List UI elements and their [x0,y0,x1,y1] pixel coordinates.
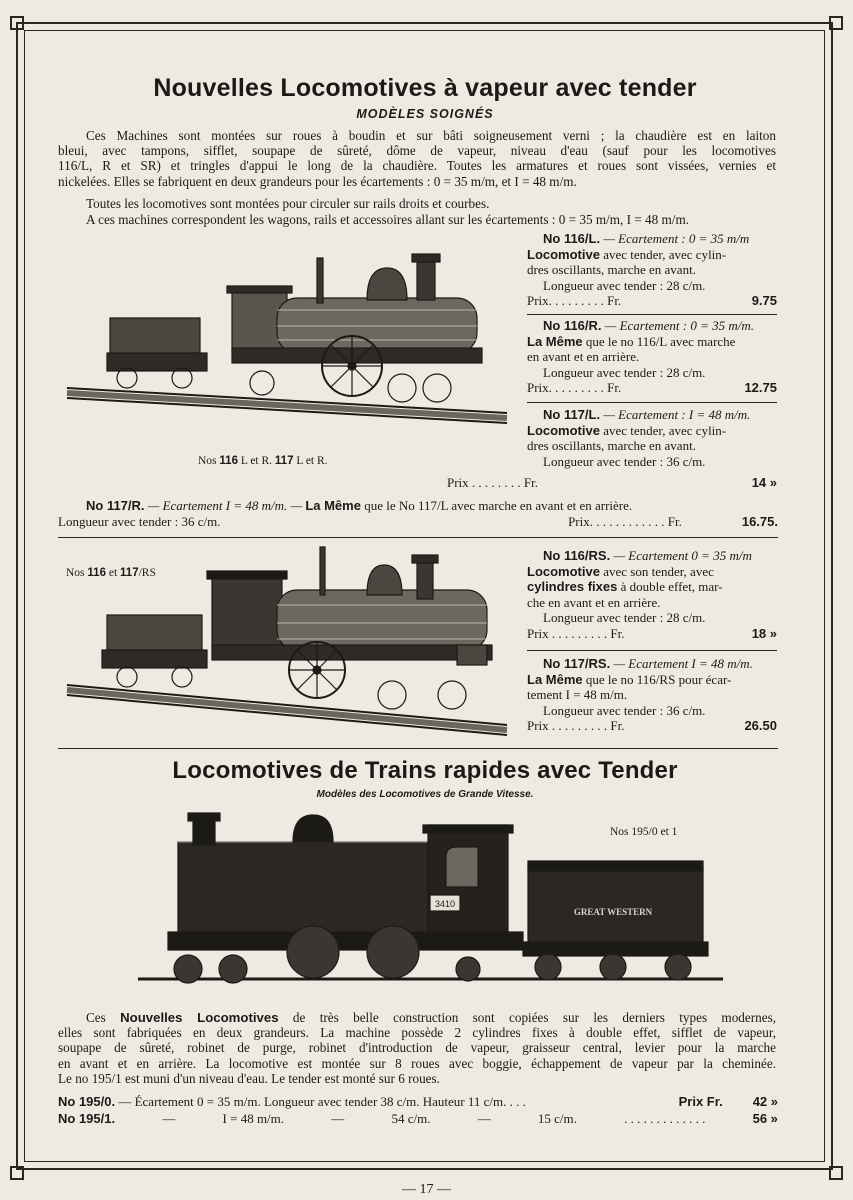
price-label: Prix. . . . . . . . . . . . Fr. [568,513,682,529]
divider [527,402,777,403]
caption-part: L et R. [240,455,273,467]
section1-intro [58,128,776,189]
caption-part: Nos [198,455,217,467]
entry-116-L [527,231,777,309]
image-caption-116-117 [198,455,328,467]
price-value: 26.50 [744,718,777,733]
entry-117-L-price [447,475,777,491]
spec-cell: — [477,1111,491,1126]
intro-line: nickelées. Elles se fabriquent en deux grandeurs pour les écartements : 0 = 35 m/m, et I = 48 m/m. [58,173,577,189]
section1-title: Nouvelles Locomotives à vapeur avec tender [153,74,697,102]
item-gauge: — Ecartement I = 48 m/m. — [147,498,303,513]
item-desc: dres oscillants, marche en avant. [527,262,696,277]
body-text: de très belle construction sont copiées sur les derniers types modernes, [278,1010,776,1025]
item-gauge: — Ecartement : I = 48 m/m. [603,407,751,422]
item-code: No 116/L. [543,231,601,246]
price-label: Prix . . . . . . . . . Fr. [527,718,625,733]
spec-cell: 15 c/m. [537,1111,577,1126]
entry-195-1 [58,1111,778,1127]
section1-note1 [86,196,776,211]
body-text-bold: Nouvelles Locomotives [120,1010,279,1025]
engine-number: 3410 [434,899,456,909]
image-caption-195: Nos 195/0 et 1 [610,826,678,838]
body-text: Le no 195/1 est muni d'un niveau d'eau. Le tender est monté sur 6 roues. [58,1070,440,1086]
item-code: No 195/0. [58,1094,116,1109]
entry-117-R [58,498,778,529]
spec-cell: 54 c/m. [391,1111,431,1126]
item-desc: avec tender, avec cylin- [603,422,727,438]
price-value: 16.75. [741,513,778,529]
body-text: Ces [86,1010,121,1025]
intro-line: bleui, avec tampons, sifflet, soupape de sûreté, dôme de vapeur, niveau d'eau (sauf pour les locomotives [58,143,776,159]
divider [527,314,777,315]
entry-117-RS [527,656,777,734]
price-label: Prix Fr. [678,1094,723,1109]
price-value: 42 » [752,1094,778,1109]
locomotive-116-engraving [62,238,517,428]
frame-corner [829,16,843,30]
item-desc: que le no 116/L avec marche [585,333,736,349]
dot-leader: . . . . . . . . . . . . . [624,1111,706,1126]
entry-195-0 [58,1094,778,1110]
item-length: Longueur avec tender : 28 c/m. [543,364,706,380]
price-value: 18 » [751,625,777,641]
item-gauge: — Ecartement I = 48 m/m. [613,656,753,671]
intro-line: 116/L, R et SR) et tringles d'appui le long de la chaudière. Toutes les armatures et roues sont vissées, vernies et [58,158,776,174]
entry-117-L [527,407,777,469]
note-text: Toutes les locomotives sont montées pour circuler sur rails droits et courbes. [86,196,490,211]
body-text: en avant et en arrière. La locomotive est montée sur 8 roues avec boggie, échappement de vapeur par la cheminée. [58,1055,776,1071]
caption-part: 117 [120,567,139,579]
item-desc-bold: cylindres fixes [527,579,618,594]
price-label: Prix. . . . . . . . . Fr. [527,293,622,308]
item-gauge: — Ecartement : 0 = 35 m/m. [604,318,755,333]
item-code: No 117/L. [543,407,601,422]
locomotive-116rs-engraving [62,545,517,740]
item-gauge: — Ecartement 0 = 35 m/m [613,548,752,563]
caption-part: /RS [138,567,156,579]
caption-part: et [108,567,118,579]
section-divider [58,748,778,749]
divider [58,537,778,538]
price-value: 9.75 [751,293,777,308]
caption-part: Nos [66,567,85,579]
item-code: No 117/R. [86,498,145,513]
note-text: A ces machines correspondent les wagons, rails et accessoires allant sur les écartements : 0 = 35 m/m, I = 48 m/m. [86,212,690,227]
item-desc: que le no 116/RS pour écar- [585,671,732,687]
price-value: 14 » [751,475,777,490]
caption-part: L et R. [296,455,328,467]
spec-cell: — [162,1111,176,1126]
item-desc: à double effet, mar- [620,579,723,594]
item-desc-bold: La Même [527,671,583,687]
page-number: — 17 — [402,1182,451,1197]
item-spec: — Écartement 0 = 35 m/m. Longueur avec tender 38 c/m. Hauteur 11 c/m. . . . [118,1094,526,1109]
item-code: No 117/RS. [543,656,611,671]
item-code: No 195/1. [58,1111,116,1126]
item-desc: dres oscillants, marche en avant. [527,438,696,453]
price-label: Prix . . . . . . . . . Fr. [527,625,625,641]
entry-116-R [527,318,777,396]
item-desc-bold: La Même [305,498,361,513]
section2-subtitle: Modèles des Locomotives de Grande Vitesse. [316,789,534,800]
item-desc-bold: La Même [527,333,583,349]
frame-corner [829,1166,843,1180]
item-length: Longueur avec tender : 28 c/m. [543,610,706,625]
price-label: Prix . . . . . . . . Fr. [447,475,539,490]
price-value: 56 » [752,1111,778,1126]
item-desc: tement I = 48 m/m. [527,687,628,702]
item-desc: che en avant et en arrière. [527,594,661,610]
section2-body [58,1010,776,1086]
intro-line: Ces Machines sont montées sur roues à boudin et sur bâti soigneusement verni ; la chaudière est en laiton [86,128,776,143]
item-length: Longueur avec tender : 36 c/m. [543,702,706,718]
item-code: No 116/R. [543,318,602,333]
item-length: Longueur avec tender : 36 c/m. [58,513,221,529]
spec-cell: — [331,1111,345,1126]
item-length: Longueur avec tender : 36 c/m. [543,453,706,469]
frame-corner [10,1166,24,1180]
item-desc: avec son tender, avec [603,563,714,579]
item-desc-bold: Locomotive [527,563,600,579]
item-code: No 116/RS. [543,548,611,563]
price-value: 12.75 [744,380,777,395]
spec-cell: I = 48 m/m. [222,1111,285,1126]
caption-part: 117 [274,455,294,467]
section2-title: Locomotives de Trains rapides avec Tender [172,757,678,784]
section1-subtitle: MODÈLES SOIGNÉS [356,107,494,121]
frame-corner [10,16,24,30]
section1-note2 [86,212,776,227]
item-desc: que le No 117/L avec marche en avant et en arrière. [364,498,633,513]
divider [527,650,777,651]
locomotive-195-engraving [128,807,728,1002]
item-desc: en avant et en arrière. [527,349,640,364]
body-text: elles sont fabriquées en deux grandeurs. La machine possède 2 cylindres fixes à double effet, sifflet de vapeur, [58,1025,776,1041]
item-desc-bold: Locomotive [527,422,600,438]
tender-label: GREAT WESTERN [573,907,653,917]
body-text: soupape de sûreté, robinet de purge, robinet d'introduction de vapeur, graisseur central, levier pour la marche [58,1040,776,1056]
item-gauge: — Ecartement : 0 = 35 m/m [603,231,750,246]
price-label: Prix. . . . . . . . . Fr. [527,380,622,395]
item-length: Longueur avec tender : 28 c/m. [543,277,706,293]
caption-part: 116 [219,455,238,467]
entry-116-RS [527,548,777,641]
item-desc-bold: Locomotive [527,246,600,262]
item-desc: avec tender, avec cylin- [603,246,727,262]
caption-part: 116 [87,567,106,579]
